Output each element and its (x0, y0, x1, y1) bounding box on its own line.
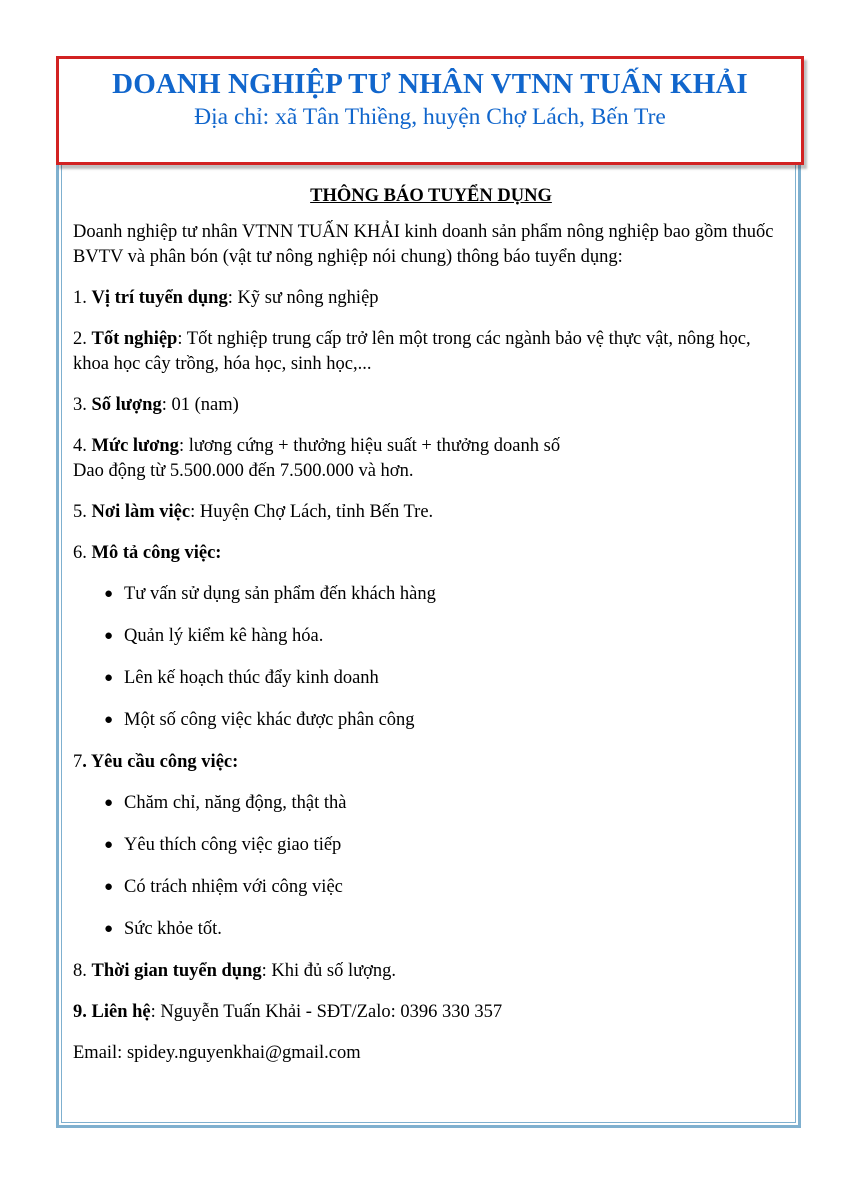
section-number: 8. (73, 961, 92, 981)
list-item (73, 917, 789, 942)
section-salary (73, 434, 789, 484)
section-recruitment-time (73, 959, 789, 984)
list-item (73, 791, 789, 816)
list-item-text: Tư vấn sử dụng sản phẩm đến khách hàng (124, 584, 436, 604)
section-graduation (73, 327, 789, 377)
bullet-icon: ● (104, 879, 114, 895)
section-job-description (73, 541, 789, 566)
section-number: 7 (73, 752, 83, 772)
company-address: Địa chỉ: xã Tân Thiềng, huyện Chợ Lách, Bến Tre (194, 104, 666, 130)
list-item (73, 833, 789, 858)
section-text: : Khi đủ số lượng. (261, 961, 397, 981)
bullet-icon: ● (104, 921, 114, 937)
section-position (73, 286, 789, 311)
bullet-icon: ● (104, 670, 114, 686)
bullet-icon: ● (104, 628, 114, 644)
list-item (73, 624, 789, 649)
section-workplace (73, 500, 789, 525)
list-item-text: Sức khỏe tốt. (124, 919, 222, 939)
company-name: DOANH NGHIỆP TƯ NHÂN VTNN TUẤN KHẢI (112, 68, 748, 100)
bullet-icon: ● (104, 837, 114, 853)
section-number: 1. (73, 288, 92, 308)
intro-paragraph: Doanh nghiệp tư nhân VTNN TUẤN KHẢI kinh doanh sản phẩm nông nghiệp bao gồm thuốc BVTV và phân bón (vật tư nông nghiệp nói chung) thông báo tuyển dụng: (73, 222, 774, 267)
list-item-text: Yêu thích công việc giao tiếp (124, 835, 342, 855)
bullet-icon: ● (104, 586, 114, 602)
section-contact (73, 1000, 789, 1025)
list-item-text: Có trách nhiệm với công việc (124, 877, 343, 897)
section-label: Nơi làm việc (91, 502, 191, 522)
section-number: 4. (73, 436, 92, 456)
company-header (56, 56, 804, 165)
section-text: : Huyện Chợ Lách, tỉnh Bến Tre. (190, 502, 434, 522)
contact-text: : Nguyễn Tuấn Khải - SĐT/Zalo: 0396 330 357 (150, 1002, 503, 1022)
list-item (73, 708, 789, 733)
section-text: : lương cứng + thưởng hiệu suất + thưởng doanh số (178, 436, 561, 456)
section-label: Vị trí tuyển dụng (91, 288, 228, 308)
list-item (73, 875, 789, 900)
salary-range: Dao động từ 5.500.000 đến 7.500.000 và hơn. (73, 461, 414, 481)
list-item-text: Một số công việc khác được phân công (124, 710, 415, 730)
section-label: Tốt nghiệp (91, 329, 178, 349)
requirements-list (73, 791, 789, 942)
list-item-text: Lên kế hoạch thúc đẩy kinh doanh (124, 668, 379, 688)
job-description-list (73, 582, 789, 733)
list-item (73, 666, 789, 691)
section-quantity (73, 393, 789, 418)
notice-title: THÔNG BÁO TUYỂN DỤNG (310, 186, 552, 206)
section-label: 9. Liên hệ (73, 1002, 151, 1022)
list-item-text: Chăm chỉ, năng động, thật thà (124, 793, 347, 813)
section-number: 3. (73, 395, 92, 415)
list-item-text: Quản lý kiểm kê hàng hóa. (124, 626, 324, 646)
section-text: : Kỹ sư nông nghiệp (227, 288, 379, 308)
section-label: Thời gian tuyển dụng (91, 961, 262, 981)
section-label: Mức lương (91, 436, 179, 456)
list-item (73, 582, 789, 607)
contact-email: Email: spidey.nguyenkhai@gmail.com (73, 1043, 361, 1063)
notice-body (73, 184, 789, 1082)
section-number: 6. (73, 543, 92, 563)
section-text: : 01 (nam) (161, 395, 239, 415)
section-number: 5. (73, 502, 92, 522)
bullet-icon: ● (104, 795, 114, 811)
section-label: Mô tả công việc: (91, 543, 222, 563)
section-requirements (73, 750, 789, 775)
section-number: 2. (73, 329, 92, 349)
bullet-icon: ● (104, 712, 114, 728)
section-text: : Tốt nghiệp trung cấp trở lên một trong các ngành bảo vệ thực vật, nông học, khoa học cây trồng, hóa học, sinh học,... (73, 329, 751, 374)
section-label: Số lượng (91, 395, 162, 415)
section-label: . Yêu cầu công việc: (82, 752, 239, 772)
